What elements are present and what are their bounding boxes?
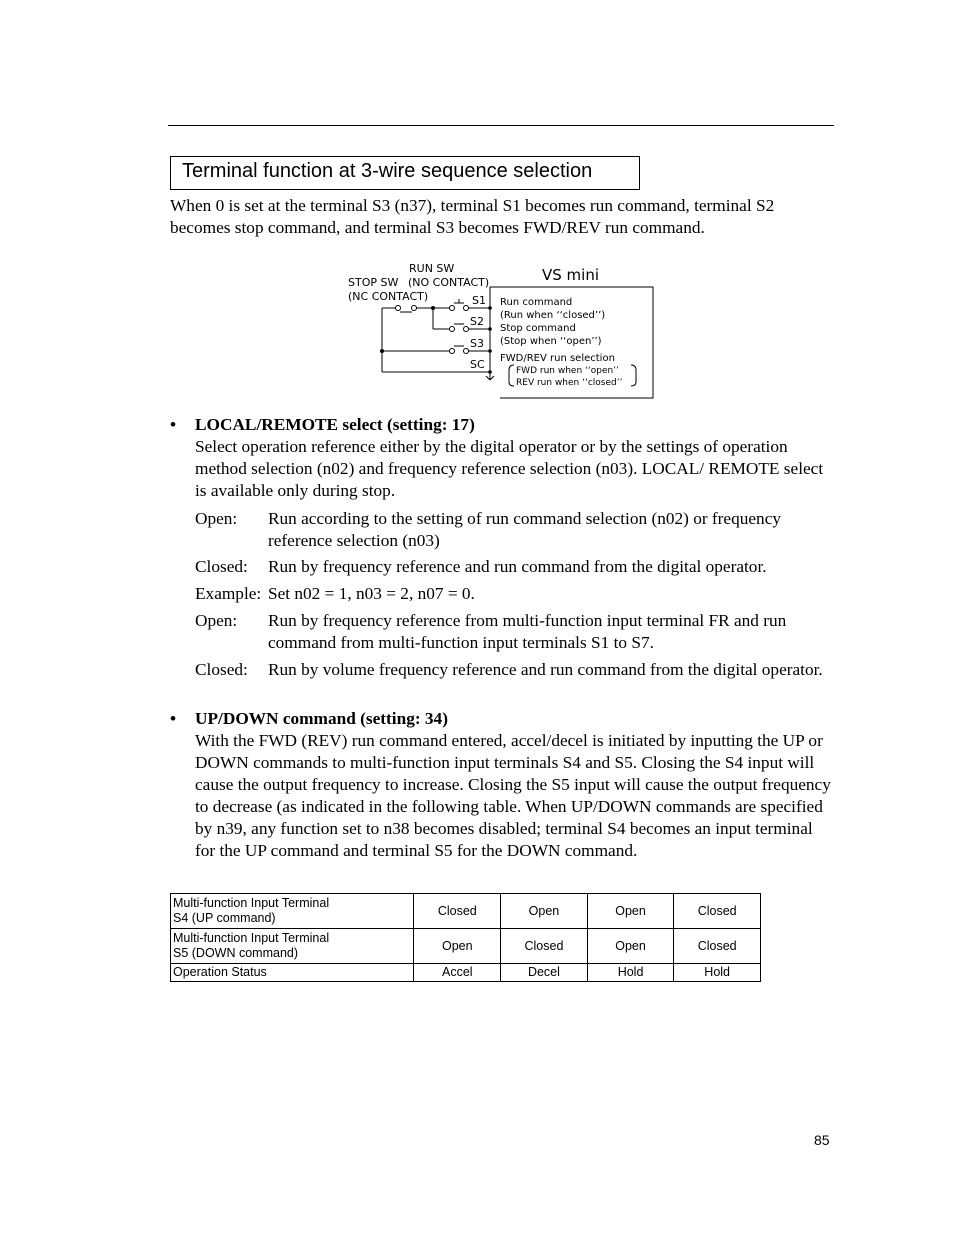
up-down-description: With the FWD (REV) run command entered, accel/decel is initiated by inputting the UP or DOWN commands to multi-function input terminals S4 and S5. Closing the S4 input will cause the output frequency to increase. Closing the S5 input will cause the output frequency to decrease (as indicated in the following table. When UP/DOWN commands are specified by n39, any function set to n38 becomes disabled; terminal S4 becomes an input terminal for the UP command and terminal S5 for the DOWN command. [195,731,831,860]
run-sw-label: RUN SW [409,262,455,275]
nc-contact-label: (NC CONTACT) [348,290,429,303]
device-label: VS mini [542,266,600,284]
row-label: Multi-function Input Terminal S5 (DOWN command) [171,929,414,964]
stop-sw-label: STOP SW [348,276,399,289]
table-row [171,964,761,982]
table-cell: Hold [587,964,674,982]
row-label: Multi-function Input Terminal S4 (UP command) [171,894,414,929]
up-down-status-table [170,893,761,982]
right-brace [631,365,636,386]
term-label: Open: [195,611,238,630]
header-rule [168,125,834,126]
table-cell: Accel [414,964,501,982]
table-cell: Closed [674,894,761,929]
up-down-heading-text: UP/DOWN command (setting: 34) [195,709,448,728]
junction-dot [431,306,435,310]
term-label: Example: [195,584,262,603]
left-brace [509,365,514,386]
local-remote-description: Select operation reference either by the digital operator or by the settings of operation method selection (n02) and frequency reference selection (n03). LOCAL/ REMOTE select is available only during stop. [195,437,824,500]
section-title: Terminal function at 3-wire sequence selection [182,160,593,182]
table-row [171,894,761,929]
term-label: Closed: [195,557,248,576]
terminal-s1: S1 [472,294,486,307]
terminal-s2: S2 [470,315,484,328]
term-text: Set n02 = 1, n03 = 2, n07 = 0. [268,584,475,603]
term-text: Run by frequency reference and run command from the digital operator. [268,557,767,576]
term-text: Run according to the setting of run command selection (n02) or frequency reference selection (n03) [268,509,782,550]
terminal-sc: SC [470,358,485,371]
table-cell: Open [414,929,501,964]
term-label: Closed: [195,660,248,679]
page-number: 85 [814,1132,830,1148]
term-label: Open: [195,509,238,528]
table-cell: Open [587,894,674,929]
junction-dot [380,349,384,353]
fwd-open-label: FWD run when ‘‘open’’ [516,366,619,376]
up-down-heading [170,708,448,730]
table-cell: Hold [674,964,761,982]
term-text: Run by volume frequency reference and run command from the digital operator. [268,660,823,679]
wiring-diagram [340,255,660,405]
run-command-label: Run command [500,297,573,308]
table-cell: Open [587,929,674,964]
table-cell: Closed [501,929,588,964]
bullet: • [170,415,177,434]
run-when-label: (Run when ‘‘closed’’) [500,310,606,321]
fwdrev-label: FWD/REV run selection [500,353,615,364]
local-remote-heading [170,414,475,436]
local-remote-heading-text: LOCAL/REMOTE select (setting: 17) [195,415,475,434]
rev-closed-label: REV run when ‘‘closed’’ [516,378,623,388]
term-text: Run by frequency reference from multi-function input terminal FR and run command from multi-function input terminals S1 to S7. [268,611,787,652]
no-contact-label: (NO CONTACT) [408,276,490,289]
bullet: • [170,709,177,728]
table-cell: Decel [501,964,588,982]
table-cell: Closed [414,894,501,929]
table-row [171,929,761,964]
terminal-s3: S3 [470,337,484,350]
section-title-box [170,156,640,190]
table-cell: Open [501,894,588,929]
stop-when-label: (Stop when ‘‘open’’) [500,336,602,347]
row-label: Operation Status [171,964,414,982]
table-cell: Closed [674,929,761,964]
stop-command-label: Stop command [500,323,576,334]
intro-paragraph: When 0 is set at the terminal S3 (n37), terminal S1 becomes run command, terminal S2 becomes stop command, and terminal S3 becomes FWD/REV run command. [170,196,775,237]
